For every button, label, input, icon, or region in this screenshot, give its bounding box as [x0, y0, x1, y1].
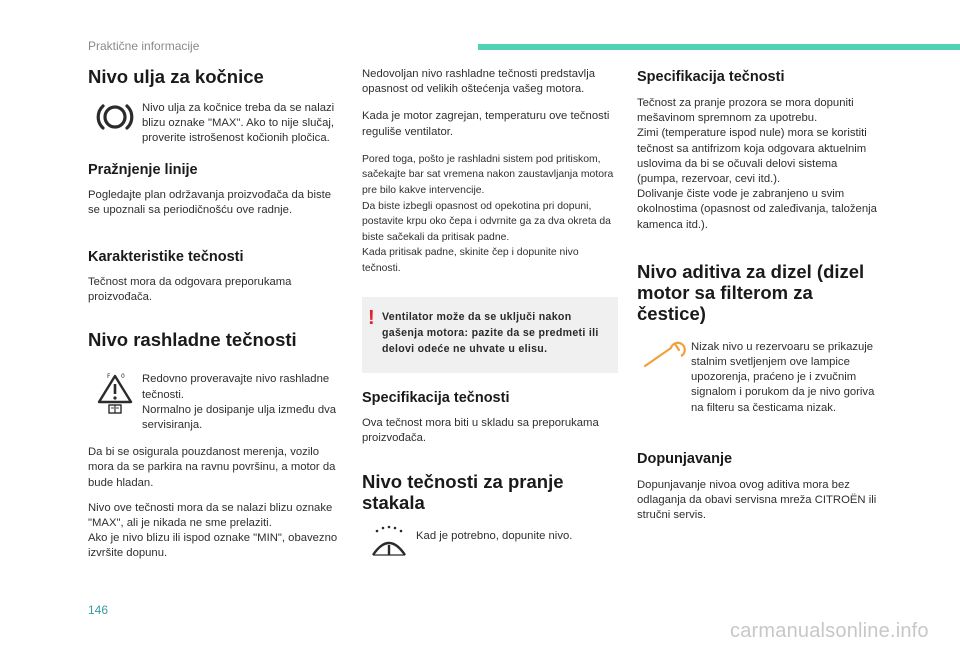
- coolant-spec-heading: Specifikacija tečnosti: [362, 389, 510, 406]
- column-left: [88, 62, 343, 562]
- watermark: carmanualsonline.info: [730, 620, 929, 642]
- fluid-characteristics-text: Tečnost mora da odgovara preporukama proizvođača.: [88, 276, 292, 304]
- svg-text:0: 0: [121, 373, 125, 381]
- washer-spec-text: Tečnost za pranje prozora se mora dopuniti mešavinom spremnom za upotrebu. Zimi (temperature ispod nule) mora se koristiti tečnost sa antifrizom koja odgovara aktuelnim uslovima da bi se očuvali delovi sistema (pumpa, rezervoar, cevi itd.). Dolivanje čiste vode je zabranjeno u svim okolnostima (opasnost od zaleđivanja, taloženja kamenca itd.).: [637, 97, 877, 231]
- coolant-pressure-text: Pored toga, pošto je rashladni sistem pod pritiskom, sačekajte bar sat vremena nakon zaustavljanja motora pre bilo kakve intervencije. Da biste izbegli opasnost od opekotina pri dopuni, postavite krpu oko čepa i odvrnite ga za dva okreta da biste sačekali da pritisak padne. Kada pritisak padne, skinite čep i dopunite nivo tečnosti.: [362, 153, 614, 274]
- page-number: 146: [88, 603, 109, 617]
- brake-fluid-heading: Nivo ulja za kočnice: [88, 66, 264, 87]
- washer-note: [362, 525, 618, 559]
- svg-text:F: F: [107, 373, 111, 381]
- washer-text: Kad je potrebno, dopunite nivo.: [416, 529, 573, 542]
- coolant-note: [88, 372, 343, 433]
- draining-text: Pogledajte plan održavanja proizvođača da biste se upoznali sa periodičnošću ove radnje.: [88, 188, 332, 216]
- coolant-icon-text: Redovno proveravajte nivo rashladne tečnosti. Normalno je dosipanje ulja između dva servisiranja.: [142, 373, 337, 432]
- brake-warning-icon: [88, 101, 142, 133]
- washer-heading: Nivo tečnosti za pranje stakala: [362, 470, 564, 513]
- coolant-paragraph-2: Nivo ove tečnosti mora da se nalazi blizu oznake "MAX", ali je nikada ne sme prelaziti. Ako je nivo blizu ili ispod oznake "MIN", obavezno izvršite dopunu.: [88, 501, 338, 560]
- header-accent-bar: [478, 44, 960, 50]
- coolant-heading: Nivo rashladne tečnosti: [88, 329, 297, 351]
- coolant-spec-text: Ova tečnost mora biti u skladu sa preporukama proizvođača.: [362, 416, 599, 444]
- coolant-paragraph-1: Da bi se osigurala pouzdanost merenja, vozilo mora da se parkira na ravnu površinu, a motor da bude hladan.: [88, 446, 336, 489]
- refill-text: Dopunjavanje nivoa ovog aditiva mora bez odlaganja da obavi servisna mreža CITROËN ili stručni servis.: [637, 478, 877, 522]
- warning-exclamation-icon: !: [368, 306, 375, 329]
- draining-heading: Pražnjenje linije: [88, 161, 198, 178]
- brake-fluid-note: [88, 101, 343, 147]
- diesel-additive-note: [637, 340, 877, 416]
- diesel-additive-heading: Nivo aditiva za dizel (dizel motor sa filterom za čestice): [637, 260, 865, 324]
- refill-heading: Dopunjavanje: [637, 450, 733, 467]
- washer-spec-heading: Specifikacija tečnosti: [637, 69, 785, 85]
- spanner-icon: [637, 340, 691, 370]
- fluid-characteristics-heading: Karakteristike tečnosti: [88, 249, 244, 266]
- fan-warning-text: Ventilator može da se uključi nakon gašenja motora: pazite da se predmeti ili delovi odeće ne uhvate u elisu.: [382, 310, 599, 355]
- coolant-fan-text: Kada je motor zagrejan, temperaturu ove tečnosti reguliše ventilator.: [362, 110, 610, 138]
- column-right: [637, 68, 877, 523]
- coolant-warning-icon: [88, 372, 142, 414]
- brake-fluid-text: Nivo ulja za kočnice treba da se nalazi blizu oznake "MAX". Ako to nije slučaj, proverite istrošenost kočionih pločica.: [142, 102, 335, 145]
- column-middle: [362, 67, 618, 559]
- fan-warning-box: [362, 297, 618, 373]
- diesel-additive-text: Nizak nivo u rezervoaru se prikazuje stalnim svetljenjem ove lampice upozorenja, praćeno je i zvučnim signalom i porukom da je nivo goriva na filteru sa česticama nizak.: [691, 340, 875, 414]
- coolant-danger-text: Nedovoljan nivo rashladne tečnosti predstavlja opasnost od velikih oštećenja vašeg motora.: [362, 68, 595, 96]
- washer-fluid-icon: [362, 525, 416, 559]
- section-title: Praktične informacije: [88, 39, 200, 53]
